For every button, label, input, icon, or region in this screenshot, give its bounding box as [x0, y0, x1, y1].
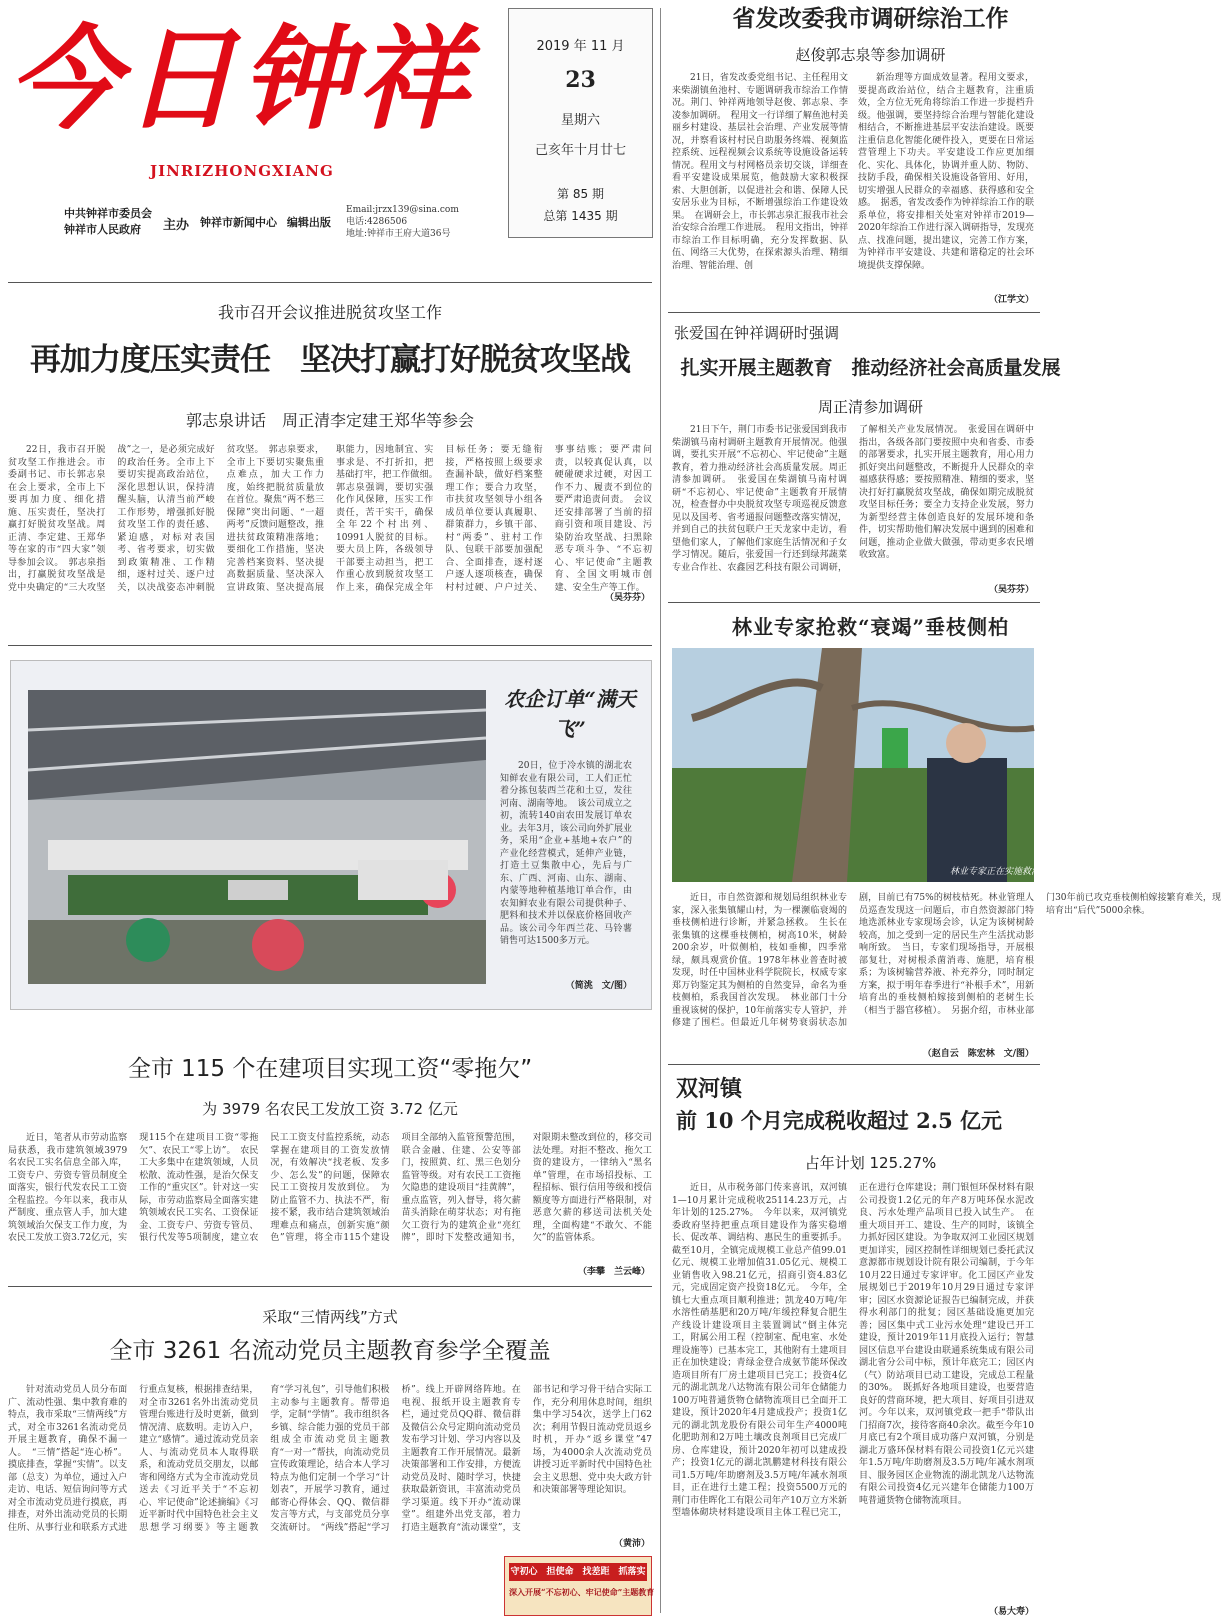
a8-banner-line1: 守初心 担使命 找差距 抓落实 — [509, 1563, 647, 1581]
a7-subtitle: 占年计划 125.27% — [804, 1154, 937, 1172]
a7-credit: （易大寿） — [988, 1607, 1034, 1617]
a5-title: 林业专家抢救“衰竭”垂枝侧柏 — [731, 615, 1009, 639]
divider-a1 — [668, 312, 1040, 313]
contact-address: 地址:钟祥市王府大道36号 — [346, 229, 451, 239]
contact-block — [346, 204, 459, 240]
a2-kicker: 我市召开会议推进脱贫攻坚工作 — [217, 303, 442, 322]
a7-title2: 前 10 个月完成税收超过 2.5 亿元 — [676, 1108, 1003, 1133]
date-lunar: 己亥年十月廿七 — [534, 143, 626, 158]
masthead-pinyin: JINRIZHONGXIANG — [150, 162, 334, 180]
date-weekday: 星期六 — [560, 113, 600, 128]
a4-photo — [28, 690, 486, 984]
contact-email: Email:jrzx139@sina.com — [346, 205, 459, 215]
a8-body: 针对流动党员人员分布面广、流动性强、集中教育难的特点，我市采取“三情两线”方式，对全市3261名流动党员开展主题教育，确保不漏一人。 “三情”搭起“连心桥”。摸底排查，掌握“实情”。以支部（总支）为单位，通过入户走访、电话、短信询问等方式对全市流动党员进行摸底，再排查，对外出流动党员的长期住所、从事行业和联系方式进行重点复核，根据排查结果，对全市3261名外出流动党员管理台账进行及时更新，做到情况清、底数明。走访入户，建立“感情”。通过流动党员亲人、与流动党员本人取得联系，和流动党员交朋友，以邮寄和网络方式为全市流动党员送去《习近平关于“不忘初心、牢记使命”论述摘编》《习近平新时代中国特色社会主义思想学习纲要》等主题教育“学习礼包”，引导他们积极主动参与主题教育。帮带追学，定制“学情”。我市组织各乡镇、综合能力强的党员干部组成全市流动党员主题教育“一对一”帮扶，向流动党员宣传政策理论，结合本人学习特点为他们定制一个学习“计划表”，开展学习教育，通过邮寄心得体会、QQ、微信群发言等方式，与支部党员分享交流研讨。 “两线”搭起“学习桥”。线上开辟网络阵地。在电视、报纸开设主题教育专栏，通过党员QQ群、微信群及微信公众号定期向流动党员发布学习计划、学习内容以及主题教育工作开展情况。最新决策部署和工作安排，方便流动党员及时、随时学习，快捷获取最新资讯，丰富流动党员学习渠道。线下开办“流动课堂”。组建外出党支部，着力打造主题教育“流动课堂”，支部书记和学习骨干结合实际工作，充分利用休息时间，组织集中学习54次，送学上门62次；利用节假日流动党员返乡时机，开办“返乡课堂”47场，为4000余人次流动党员讲授习近平新时代中国特色社会主义思想、党中央大政方针和决策部署等理论知识。 — [8, 1385, 652, 1533]
a6-body: 近日，笔者从市劳动监察局获悉，我市建筑领域3979名农民工实名信息全部入库，工资专户、劳资专管员制度全面落实，银行代发农民工工资全程监控。今年以来，我市从严制度、重点管人手，加大建筑领域治欠保支工作力度，为农民工发放工资3.72亿元，实现115个在建项目工资“零拖欠”、农民工“零上访”。 农民工大多集中在建筑领域，人员松散、流动性强，是治欠保支工作的“重灾区”。针对这一实际，市劳动监察局全面落实建筑领域农民工实名、工资保证金、工资专户、劳资专管员、银行代发等5项制度，建立农民工工资支付监控系统，动态掌握在建项目的工资发放情况，有效解决“找老板、发多少、怎么发”的问题，保障农民工工资按月发放到位。 为防止监管不力、执法不严，衔接不紧，我市结合建筑领域治理难点和痛点，创新实施“颜色”管理，将全市115个建设项目全部纳入监管预警范围，联合金融、住建、公安等部门，按照黄、红、黑三色划分监管等级。对有农民工工资拖欠隐患的建设项目“挂黄牌”，重点监管，列入督导，将欠薪苗头消除在萌芽状态；对有拖欠工资行为的建筑企业“亮红牌”，即时下发整改通知书，对限期未整改到位的，移交司法处理。对拒不整改、拖欠工资的建设方，一律纳入“黑名单”管理，在市场招投标、工程招标、银行信用等级和授信额度等方面进行严格限制，对恶意欠薪的移送司法机关处理，全面构建“不敢欠、不能欠”的监管体系。 — [8, 1133, 652, 1243]
a8-credit: （黄沛） — [613, 1539, 650, 1549]
a1-title: 省发改委我市调研综治工作 — [732, 5, 1009, 32]
divider-a6 — [8, 1286, 652, 1287]
divider-masthead — [8, 282, 652, 283]
a8-banner-line2: 深入开展“不忘初心、牢记使命”主题教育 — [509, 1587, 655, 1597]
a8-kicker: 采取“三情两线”方式 — [262, 1308, 398, 1326]
date-year-month: 2019 年 11 月 — [536, 39, 625, 54]
a3-title: 扎实开展主题教育 推动经济社会高质量发展 — [680, 357, 1061, 379]
a1-col2: 新治理等方面成效显著。程用文要求，要提高政治站位，结合主题教育，注重质效，全方位无死角将综治工作进一步提档升级。他强调，要坚持综合治理与智能化建设相结合，不断推进基层平安法治建设。既要注重信息化智能化硬件投入，更要在日常运营管理上下功夫。平安建设工作应更加细化、实化、具体化，协调并重人防、物防、技防手段，确保相关设施设备管用、好用，切实增强人民群众的幸福感、获得感和安全感。 据悉，省发改委作为钟祥综治工作的联系单位，将安排相关处室对钟祥市2019—2020年综治工作进行深入调研指导，发现亮点、找准问题，提出建议，完善工作方案，为钟祥市平安建设、共建和谐稳定的社会环境提供支撑保障。 — [858, 73, 1034, 271]
a6-title: 全市 115 个在建项目实现工资“零拖欠” — [127, 1056, 533, 1082]
a1-col1: 21日，省发改委党组书记、主任程用文来柴湖镇鱼池村、专题调研我市综治工作情况。荆门、钟祥两地领导赵俊、郭志泉、李凌参加调研。 程用文一行详细了解鱼池村美丽乡村建设、基层社会治理、产业发展等情况，并察看该村村民自助服务终端、视频监控系统、远程视频会议系统等设施设备运转情况。程用文与村网格员亲切交谈，详细查看平安建设成果展览，他鼓励大家积极探索、大胆创新，以促进社会和谐、保障人民安居乐业为目标，不断增强综治工作建设效果。 在调研会上，市长郭志泉汇报我市社会治安综合治理工作进展。 程用文指出，钟祥市综治工作目标明确，充分发挥数据、队伍、网络三大优势，在探索源头治理、精细治理、智能治理、创 — [672, 73, 848, 271]
divider-a3 — [668, 602, 1040, 603]
a3-subtitle: 周正清参加调研 — [817, 398, 923, 416]
warehouse-photo-icon — [28, 690, 486, 984]
column-divider — [660, 8, 661, 1613]
a8-title: 全市 3261 名流动党员主题教育参学全覆盖 — [109, 1338, 551, 1364]
editor-org-name: 钟祥市新闻中心 — [200, 216, 277, 229]
a3-body: 21日下午，荆门市委书记张爱国到我市柴湖镇马南村调研主题教育开展情况。他强调，要扎实开展“不忘初心、牢记使命”主题教育，着力推动经济社会高质量发展。周正清参加调研。 张爱国在柴湖镇马南村调研“不忘初心、牢记使命”主题教育开展情况，检查督办中央脱贫攻坚专项巡视反馈意见以及国考、省考通报问题整改落实情况，并到自己的扶贫包联户王天龙家中走访，看望他们家人，了解他们家庭生活情况和子女学习情况。随后，张爱国一行还到绿邦蔬菜专业合作社、农鑫园艺科技有限公司调研，了解相关产业发展情况。 张爱国在调研中指出，各级各部门要按照中央和省委、市委的部署要求，扎实开展主题教育，用心用力抓好突出问题整改，不断提升人民群众的幸福感获得感；要按照精准、精细的要求，坚决打好打赢脱贫攻坚战，确保如期完成脱贫攻坚目标任务；要全力支持企业发展，努力为新型经营主体创造良好的发展环境和条件，切实帮助他们解决发展中遇到的困难和问题，推动企业做大做强，带动更多农民增收致富。 — [672, 425, 1034, 573]
divider-a2 — [8, 645, 652, 646]
a6-credit: （李攀 兰云峰） — [577, 1267, 650, 1277]
masthead-logo — [8, 10, 486, 155]
tree-photo-icon — [672, 648, 1034, 882]
a1-subtitle: 赵俊郭志泉等参加调研 — [795, 46, 946, 64]
a4-body: 20日，位于冷水镇的湖北农知鲜农业有限公司，工人们正忙着分拣包装西兰花和土豆，发往河南、湖南等地。 该公司成立之初，流转140亩农田发展订单农业。去年3月，该公司向外扩展业务，采用“企业+基地+农户”的产业化经营模式，延伸产业链，打造土豆集散中心，先后与广东、广西、河南、山东、湖南、内蒙等地种植基地订单合作，由农知鲜农业有限公司提供种子、肥料和技术并以保底价格回收产品。该公司今年西兰花、马铃薯销售可达1500多万元。 — [500, 761, 632, 946]
a6-subtitle: 为 3979 名农民工发放工资 3.72 亿元 — [202, 1100, 458, 1118]
a5-photo — [672, 648, 1034, 882]
issue-number: 第 85 期 — [557, 187, 604, 201]
publisher-line1: 中共钟祥市委员会 — [64, 207, 152, 220]
a2-subtitle: 郭志泉讲话 周正清李定建王郑华等参会 — [185, 411, 474, 430]
publisher-block — [64, 206, 152, 238]
editor-label: 编辑出版 — [286, 216, 331, 229]
contact-phone: 电话:4286506 — [346, 217, 408, 227]
sponsor-label: 主办 — [163, 218, 190, 233]
a2-credit: （吴芬芬） — [604, 593, 650, 603]
date-box — [508, 8, 653, 238]
publisher-line2: 钟祥市人民政府 — [64, 223, 141, 236]
a8-banner — [504, 1556, 655, 1616]
a3-kicker: 张爱国在钟祥调研时强调 — [674, 324, 840, 342]
a4-title: 农企订单“满天飞” — [504, 687, 636, 741]
a2-title: 再加力度压实责任 坚决打赢打好脱贫攻坚战 — [30, 342, 630, 378]
a4-credit: （简洮 文/图） — [565, 981, 632, 991]
a5-credit: （赵自云 陈宏林 文/图） — [922, 1049, 1034, 1059]
divider-a5 — [668, 1064, 1040, 1065]
a5-photo-caption: 林业专家正在实施救治。 — [950, 867, 1050, 877]
a2-body: 22日，我市召开脱贫攻坚工作推进会。市委副书记、市长郭志泉在会上要求，全市上下要再加力度、细化措施、压实责任，坚决打赢打好脱贫攻坚战。周正清、李定建、王郑华等在家的市“四大家”领导参加会议。 郭志泉指出，打赢脱贫攻坚战是党中央确定的“三大攻坚战”之一，是必须完成好的政治任务。全市上下要切实提高政治站位，深化思想认识，保持清醒头脑，认清当前严峻工作形势，增强抓好脱贫攻坚工作的责任感、紧迫感，对标对表国考、省考要求，切实做到政策精准、工作精细，逐村过关、逐户过关，以决战姿态冲刺脱贫攻坚。 郭志泉要求，全市上下要切实聚焦重点难点，加大工作力度，始终把脱贫质量放在首位。聚焦“两不愁三保障”突出问题、“一超两考”反馈问题整改，推进扶贫政策精准落地；要细化工作措施，坚决完善档案资料、坚决提高数据质量、坚决深入宣讲政策、坚决提高展职能力，因地制宜、实事求是、不打折扣，把基础打牢，把工作做细。 郭志泉强调，要切实强化作风保障，压实工作责任，苦干实干，确保全年22个村出列、10991人脱贫的目标。要大员上阵，各级领导干部要主动担当，把工作重心放到脱贫攻坚工作上来，确保完成全年目标任务；要无缝衔接，严格按照上级要求查漏补缺，做好档案整理工作；要合力攻坚，市扶贫攻坚领导小组各成员单位要认真履职、群策群力，乡镇干部、村“两委”、驻村工作队、包联干部要加强配合、全面排查，逐村逐户逐人逐项核查，确保村村过硬、户户过关、事事结账；要严肃问责，以较真促认真，以硬碰硬求过硬，对因工作不力、履责不到位的要严肃追责问责。 会议还安排部署了当前的招商引资和项目建设、污染防治攻坚战、扫黑除恶专项斗争、“不忘初心、牢记使命”主题教育、全国文明城市创建、安全生产等工作。 — [8, 445, 652, 593]
a1-credit: （江学文） — [988, 295, 1034, 305]
total-issue-number: 总第 1435 期 — [543, 209, 618, 223]
a5-body: 近日，市自然资源和规划局组织林业专家，深入张集镇耀山村，为一棵濒临衰竭的垂枝侧柏进行诊断，并紧急拯救。 生长在张集镇的这棵垂枝侧柏，树高10米，树龄200余岁，叶似侧柏，枝如垂柳，四季常绿，颇具观赏价值。1978年林业普查时被发现，时任中国林业科学院院长，权威专家郑万钧鉴定其为侧柏的自然变异，命名为垂枝侧柏，系我国首次发现。 林业部门十分重视该树的保护，10年前落实专人管护，并修建了围栏。但最近几年树势衰弱状态加剧，目前已有75%的树枝枯死。林业管理人员巡查发现这一问题后，市自然资源部门特地选派林业专家现场会诊，认定为该树树龄较高，加之受到一定的居民生产生活扰动影响所致。 当日，专家们现场指导，开展根部复壮，对树根杀菌消毒、施肥，培育根系；为该树输营养液、补充养分，同时制定方案，拟于明年春季进行“补根手术”，用新培育出的垂枝侧柏嫁接到侧柏的老树生长（相当于器官移植）。 另据介绍，市林业部门30年前已攻克垂枝侧柏嫁接繁育难关，现培育出“后代”5000余株。 — [672, 893, 1221, 1028]
editor-org — [200, 214, 331, 230]
logo-text: 今日钟祥 — [8, 14, 472, 145]
date-day: 23 — [565, 67, 596, 93]
a7-title: 双河镇 — [676, 1076, 743, 1102]
a3-credit: （吴芬芬） — [988, 585, 1034, 595]
a7-body: 近日，从市税务部门传来喜讯，双河镇1—10月累计完成税收25114.23万元，占年计划的125.27%。 今年以来，双河镇党委政府坚持把重点项目建设作为落实稳增长、促改革、调结构、惠民生的重要抓手。截至10月，全镇完成规模工业总产值99.01亿元、规模工业增加值31.05亿元、规模工业销售收入98.21亿元，招商引资4.83亿元，完成固定资产投资18亿元。 今年，全镇七大重点项目顺利推进；凯龙40万吨/年水溶性硝基肥和20万吨/年缓控释复合肥生产线设计建设项目主装置调试“倒主体完工，附属公用工程（控制室、配电室、水处理设施等）已基本完工，其他附有土建项目正在加快建设；青绿金登合成氨节能环保改造项目所有厂房土建项目已完工；投资4亿元的湖北凯龙八达物流有限公司年仓储能力100万吨普通货物仓储物流项目已全面开工建设，预计2020年4月建成投产；投资1亿元的湖北凯龙股份有限公司年生产4000吨化肥助剂和2万吨土壤改良剂项目已完成厂房、仓库建设，预计2020年初可以建成投产；投资1亿元的湖北凯鹏建材科技有限公司1.5万吨/年助磨剂及3.5万吨/年减水剂项目，正在进行土建工程；投资5500万元的荆门市佳晖化工有限公司年产10万立方米新型墙体砌块材料建设项目主体工程已完工，正在进行仓库建设；荆门银恒环保材料有限公司投资1.2亿元的年产8万吨环保水泥改良、污水处理产品项目已投入试生产。 在重大项目开工、建设、生产的同时，该镇全力抓好园区建设。为争取双河工业园区规划更加详实，园区控制性详细规划已委托武汉意源都市规划设计院有限公司编制，于今年10月22日通过专家评审。化工园区产业发展规划已于2019年10月29日通过专家评审；园区水资源论证报告已编制完成，并获得水利部门的批复；园区基础设施更加完善；园区集中式工业污水处理“建设已开工建设，预计2019年11月底投入运行；智慧园区信息平台建设由联通系统集成有限公司湖北省分公司中标，预计年底完工；园区内（气）防站项目已动工建设，完成总工程量的30%。 既抓好各地项目建设，也要营造良好的营商环境，把大项目、好项目引进双河。今年以来，双河镇党政一把手“带队出门招商7次，接待客商40余次。截至今年10月底已有2个项目成功落户双河镇，分别是湖北万盛环保材料有限公司投资1亿元兴建年1.5万吨/年助磨剂及3.5万吨/年减水剂项目、服务园区企业物流的湖北凯龙八达物流有限公司投资4亿元兴建年仓储能力100万吨普通货物仓储物流项目。 — [672, 1183, 1034, 1518]
